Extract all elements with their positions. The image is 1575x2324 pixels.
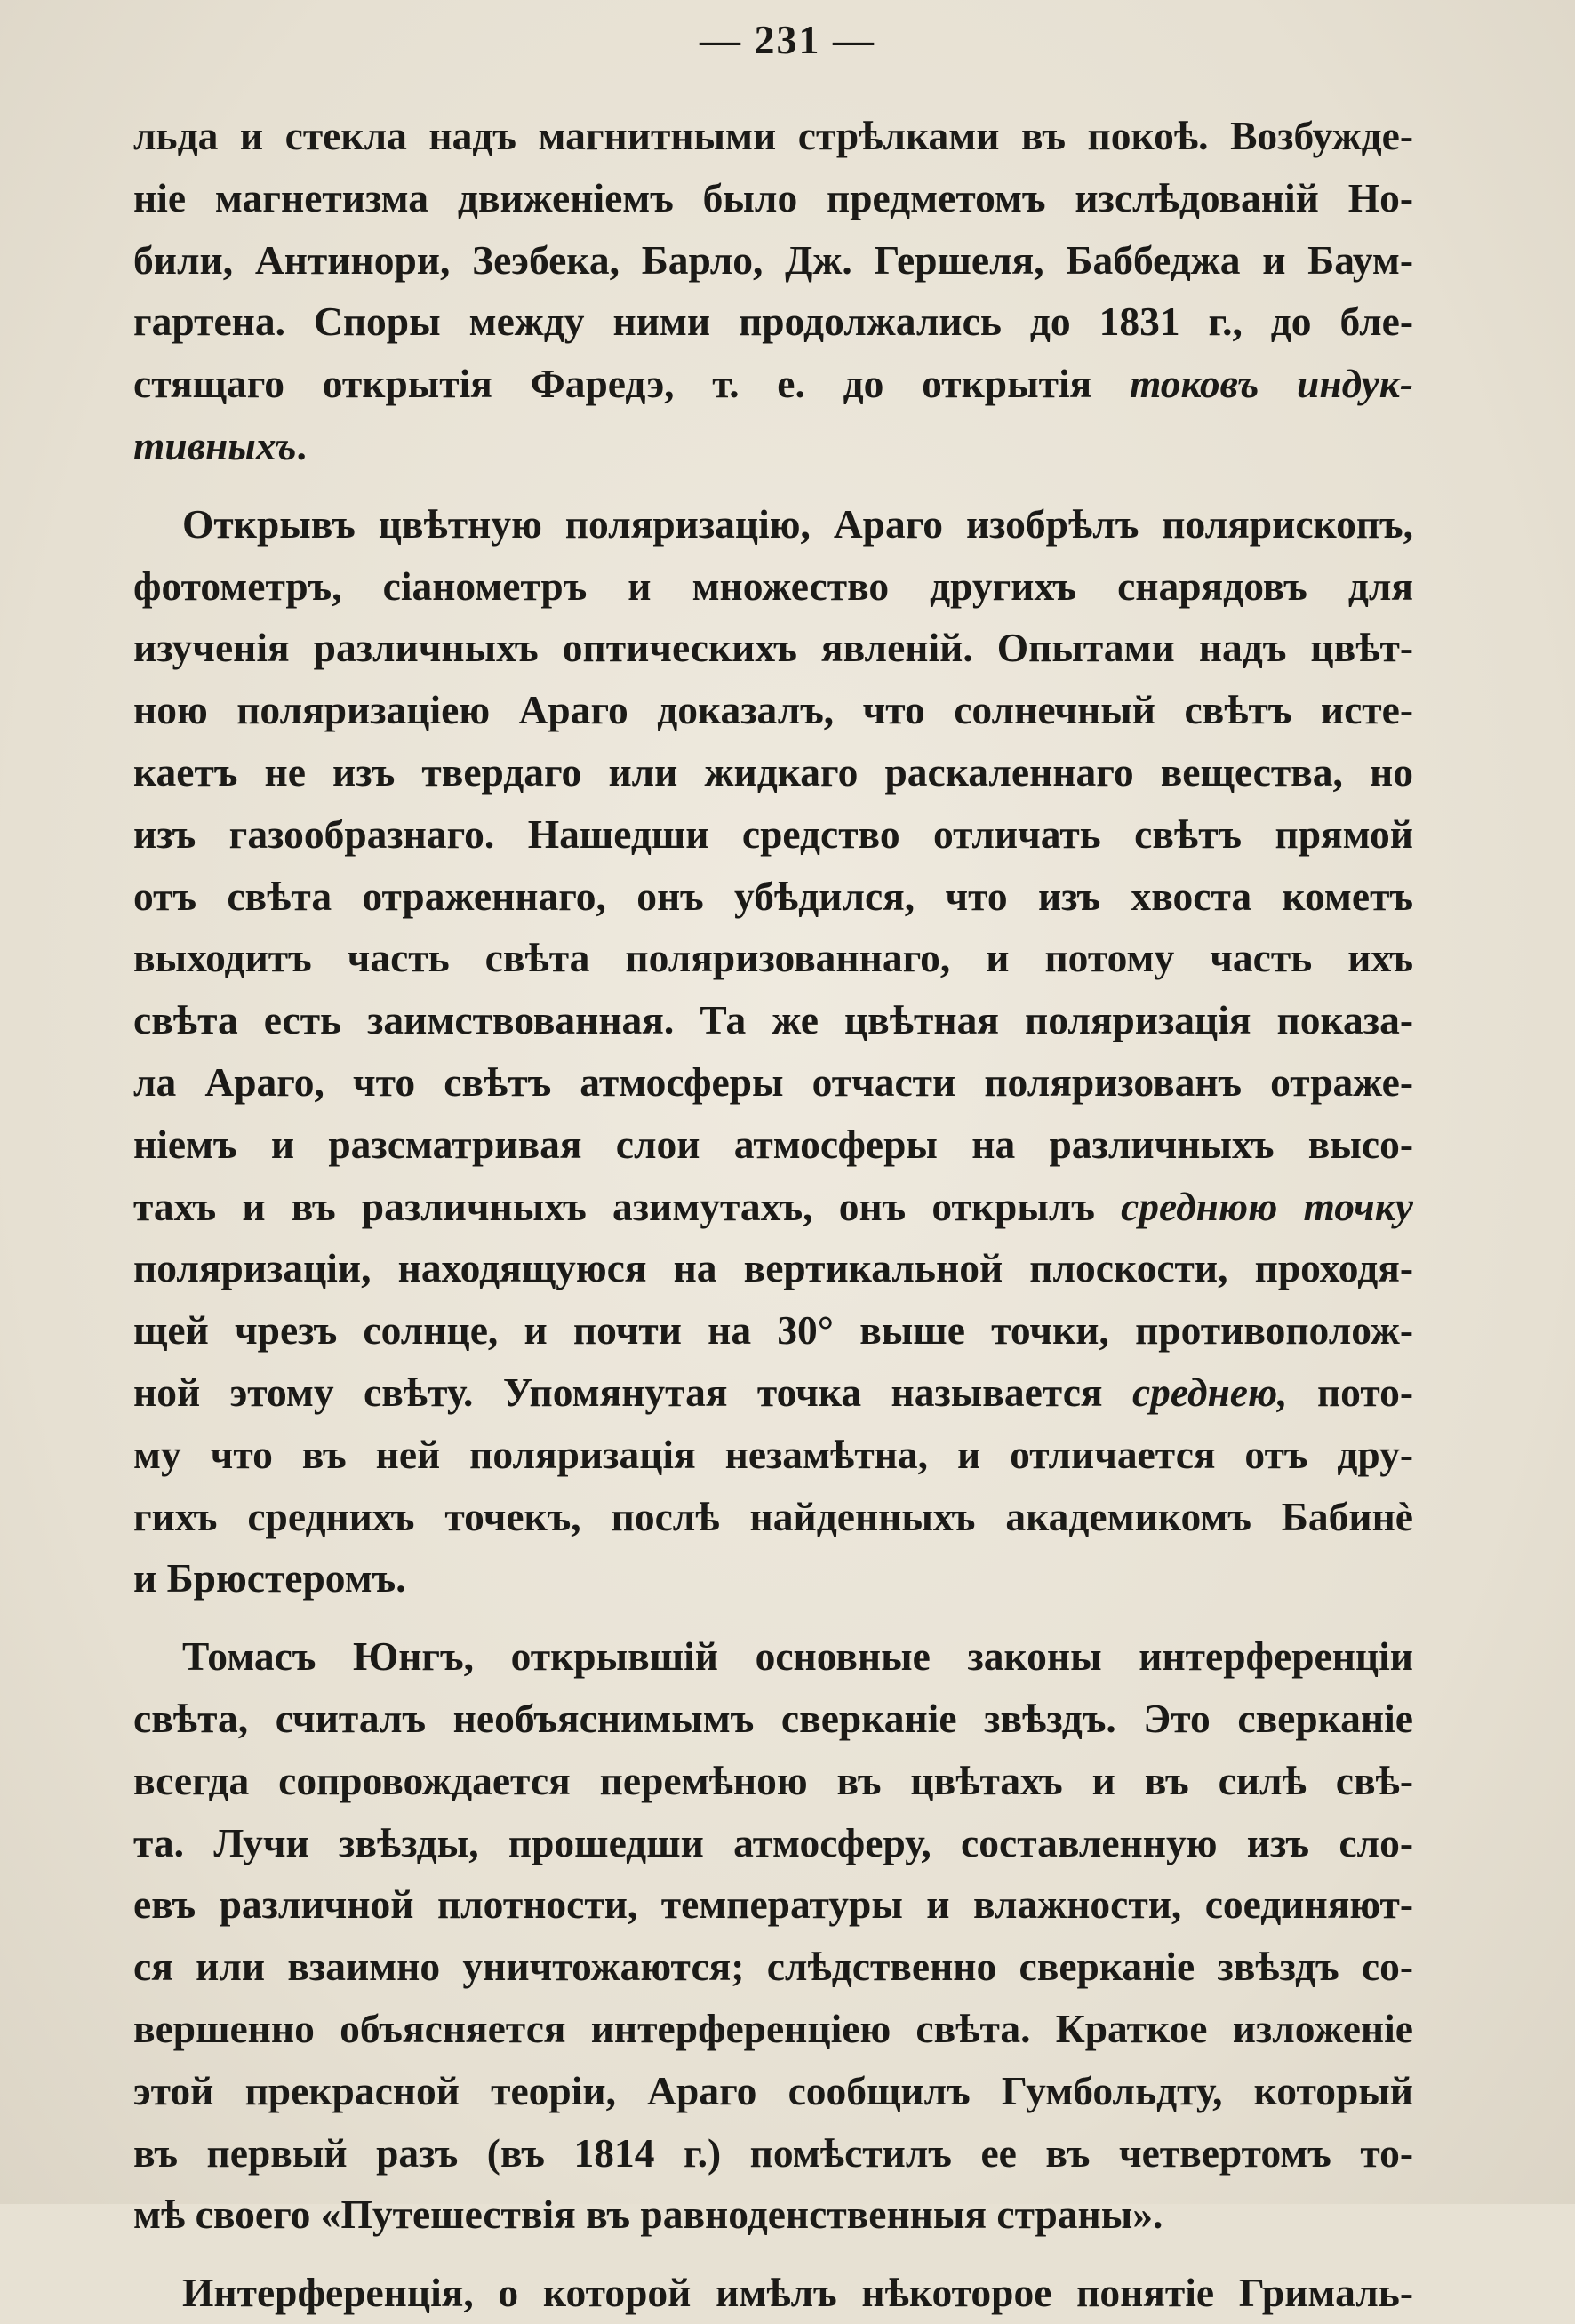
italic-text: тивныхъ [133,422,297,468]
text-line [133,1547,1413,1609]
text-segment: всегда сопровождается перемѣною въ цвѣтахъ и въ силѣ свѣ- [133,1757,1413,1803]
text-segment: поляризаціи, находящуюся на вертикальной плоскости, проходя- [133,1245,1413,1291]
text-segment: мѣ своего «Путешествія въ равноденственныя страны». [133,2192,1163,2238]
text-segment: ла Араго, что свѣтъ атмосферы отчасти поляризованъ отраже- [133,1058,1413,1105]
text-line [133,1998,1413,2060]
text-segment: гартена. Споры между ними продолжались до 1831 г., до бле- [133,299,1413,345]
text-line [133,1873,1413,1936]
text-segment: въ первый разъ (въ 1814 г.) помѣстилъ ее въ четвертомъ то- [133,2129,1413,2176]
text-segment: та. Лучи звѣзды, прошедши атмосферу, составленную изъ сло- [133,1819,1413,1865]
text-segment: ною поляризаціею Араго доказалъ, что солнечный свѣтъ исте- [133,687,1413,733]
text-line [133,741,1413,803]
text-segment: гихъ среднихъ точекъ, послѣ найденныхъ академикомъ Бабинѐ [133,1493,1413,1539]
text-segment: му что въ ней поляризація незамѣтна, и отличается отъ дру- [133,1431,1413,1477]
text-line [133,1625,1413,1688]
text-line [133,989,1413,1051]
text-line [133,2060,1413,2122]
text-segment: этой прекрасной теоріи, Араго сообщилъ Гумбольдту, который [133,2067,1413,2113]
text-line [133,2184,1413,2246]
text-line [133,1362,1413,1424]
text-segment: стящаго открытія Фаредэ, т. е. до открытія [133,361,1130,407]
text-segment: свѣта есть заимствованная. Та же цвѣтная поляризація показа- [133,997,1413,1043]
text-segment: щей чрезъ солнце, и почти на 30° выше точки, противополож- [133,1307,1413,1354]
text-segment: и Брюстеромъ. [133,1555,406,1601]
text-segment: Интерференція, о которой имѣлъ нѣкоторое понятіе Грималь- [182,2270,1413,2316]
text-segment: ніе магнетизма движеніемъ было предметомъ изслѣдованій Но- [133,174,1413,220]
text-line [133,1299,1413,1362]
text-line [133,353,1413,415]
text-segment: пото- [1287,1369,1413,1415]
text-segment: вершенно объясняется интерференціею свѣта. Краткое изложеніе [133,2005,1413,2051]
text-segment: ніемъ и разсматривая слои атмосферы на различныхъ высо- [133,1121,1413,1167]
text-line [133,927,1413,989]
text-line [133,105,1413,167]
text-segment: тахъ и въ различныхъ азимутахъ, онъ открылъ [133,1183,1122,1229]
text-line [133,1424,1413,1486]
text-line [133,2122,1413,2184]
text-segment: каетъ не изъ твердаго или жидкаго раскаленнаго вещества, но [133,748,1413,795]
text-line [133,2262,1413,2324]
text-line [133,167,1413,229]
text-line [133,1176,1413,1238]
text-segment: Томасъ Юнгъ, открывшій основные законы интерференціи [182,1633,1413,1680]
text-segment: Открывъ цвѣтную поляризацію, Араго изобрѣлъ полярископъ, [182,500,1413,547]
text-line [133,1750,1413,1812]
text-segment: отъ свѣта отраженнаго, онъ убѣдился, что изъ хвоста кометъ [133,873,1413,919]
italic-text: токовъ индук- [1129,361,1413,407]
text-segment: изученія различныхъ оптическихъ явленій. Опытами надъ цвѣт- [133,625,1413,671]
text-segment: изъ газообразнаго. Нашедши средство отличать свѣтъ прямой [133,811,1413,857]
text-line [133,493,1413,555]
text-line [133,1936,1413,1998]
text-line [133,555,1413,618]
text-line [133,229,1413,291]
text-line [133,1051,1413,1114]
body-text [133,105,1413,2324]
text-line [133,617,1413,679]
text-line [133,1237,1413,1299]
text-line [133,1114,1413,1176]
text-line [133,415,1413,477]
text-segment: фотометръ, сіанометръ и множество другихъ снарядовъ для [133,563,1413,609]
text-line [133,679,1413,741]
text-segment: ся или взаимно уничтожаются; слѣдственно сверканіе звѣздъ со- [133,1944,1413,1990]
text-segment: льда и стекла надъ магнитными стрѣлками въ покоѣ. Возбужде- [133,113,1413,158]
text-segment: . [296,422,307,468]
italic-text: среднею, [1131,1369,1288,1415]
italic-text: среднюю точку [1121,1183,1413,1229]
text-segment: свѣта, считалъ необъяснимымъ сверканіе звѣздъ. Это сверканіе [133,1695,1413,1741]
text-segment: евъ различной плотности, температуры и влажности, соединяют- [133,1881,1413,1928]
text-line [133,866,1413,928]
text-segment: выходитъ часть свѣта поляризованнаго, и потому часть ихъ [133,935,1413,981]
text-line [133,291,1413,353]
text-line [133,1688,1413,1750]
page-number: — 231 — [700,17,875,62]
text-line [133,803,1413,866]
text-segment: били, Антинори, Зеэбека, Барло, Дж. Гершеля, Баббеджа и Баум- [133,236,1413,283]
text-line [133,1812,1413,1874]
text-line [133,1486,1413,1548]
text-segment: ной этому свѣту. Упомянутая точка называется [133,1369,1132,1415]
